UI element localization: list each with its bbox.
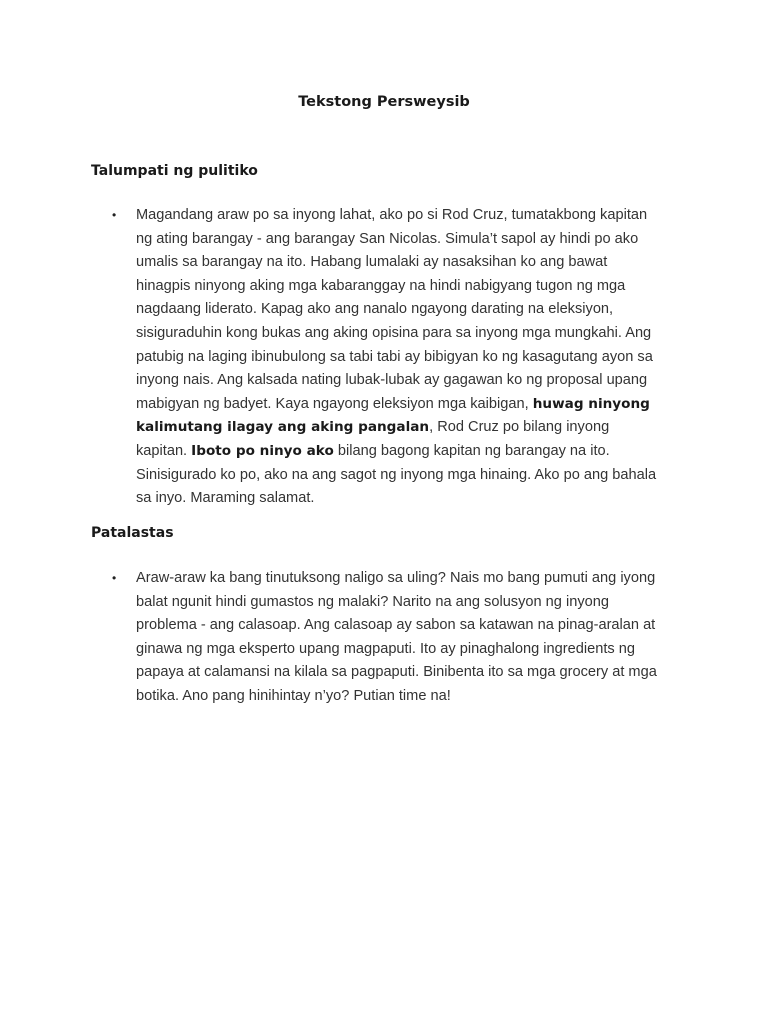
text-line: hinagpis ninyong aking mga kabaranggay na hindi nabigyang tugon ng mga — [136, 277, 626, 294]
text-line — [136, 393, 681, 417]
text-line: sa inyo. Maraming salamat. — [136, 490, 315, 507]
paragraph-patalastas — [136, 567, 681, 709]
text-line: nagdaang liderato. Kapag ako ang nanalo ngayong darating na eleksiyon, — [136, 301, 614, 318]
section-heading-patalastas: Patalastas — [91, 525, 174, 541]
text-line: balat ngunit hindi gumastos ng malaki? Narito na ang solusyon ng inyong — [136, 593, 609, 610]
text-line: Sinisigurado ko po, ako na ang sagot ng inyong mga hinaing. Ako po ang bahala — [136, 466, 657, 483]
paragraph-talumpati — [136, 204, 681, 511]
text-line: Magandang araw po sa inyong lahat, ako po si Rod Cruz, tumatakbong kapitan — [136, 207, 648, 223]
text-run: kapitan. — [136, 442, 192, 459]
text-line: papaya at calamansi na kilala sa pagpaputi. Binibenta ito sa mga grocery at mga — [136, 664, 657, 681]
text-line: inyong nais. Ang kalsada nating lubak-lubak ay gagawan ko ng proposal upang — [136, 372, 648, 389]
text-line: botika. Ano pang hinihintay n’yo? Putian time na! — [136, 687, 451, 704]
text-line: Araw-araw ka bang tinutuksong naligo sa uling? Nais mo bang pumuti ang iyong — [136, 570, 656, 586]
text-line: ginawa ng mga eksperto upang magpaputi. Ito ay pinaghalong ingredients ng — [136, 640, 635, 657]
emphasis-text: kalimutang ilagay ang aking pangalan — [136, 419, 430, 436]
text-line: umalis sa barangay na ito. Habang lumalaki ay nasaksihan ko ang bawat — [136, 254, 608, 271]
text-line: problema - ang calasoap. Ang calasoap ay sabon sa katawan na pinag-aralan at — [136, 617, 656, 634]
text-line: ng ating barangay - ang barangay San Nicolas. Simula’t sapol ay hindi po ako — [136, 230, 639, 247]
text-run: bilang bagong kapitan ng barangay na ito. — [333, 442, 610, 459]
bullet-icon: • — [112, 571, 117, 585]
text-line — [136, 440, 681, 464]
emphasis-text: huwag ninyong — [532, 395, 650, 412]
emphasis-text: Iboto po ninyo ako — [191, 442, 334, 459]
text-line: sisiguraduhin kong bukas ang aking opisina para sa inyong mga mungkahi. Ang — [136, 324, 652, 341]
bullet-icon: • — [112, 208, 117, 222]
document-title: Tekstong Persweysib — [298, 94, 470, 110]
text-run: mabigyan ng badyet. Kaya ngayong eleksiyon mga kaibigan, — [136, 395, 533, 412]
text-run: , Rod Cruz po bilang inyong — [429, 419, 610, 436]
section-heading-talumpati: Talumpati ng pulitiko — [91, 163, 258, 179]
text-line: patubig na laging ibinubulong sa tabi tabi ay bibigyan ko ng kasagutang ayon sa — [136, 348, 653, 365]
text-line — [136, 416, 681, 440]
